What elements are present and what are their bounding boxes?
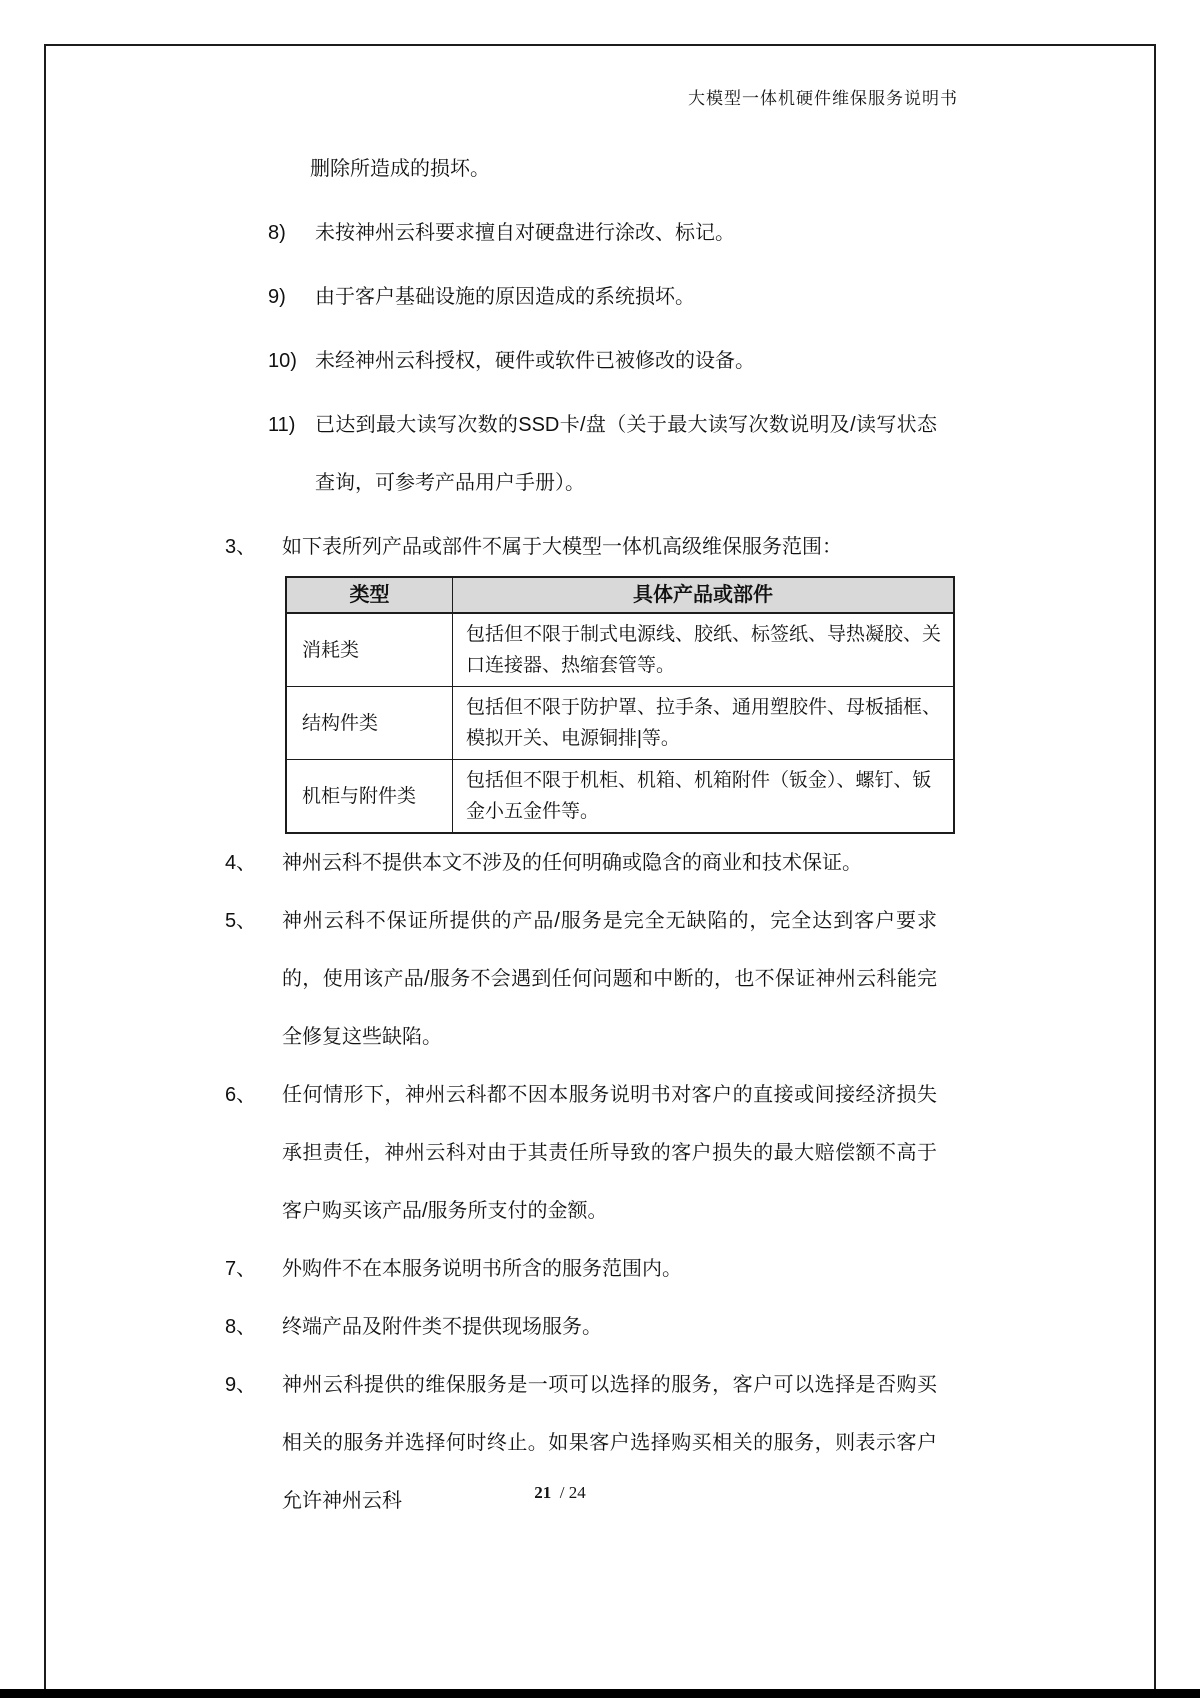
table-cell-type: 消耗类: [286, 613, 453, 687]
table-row: [286, 760, 954, 834]
list-item-number: 3、: [225, 536, 257, 558]
list-item-text: 终端产品及附件类不提供现场服务。: [282, 1316, 602, 1338]
continued-paragraph: 删除所造成的损坏。: [310, 158, 490, 180]
page-number-current: 21: [534, 1483, 552, 1502]
list-item: [225, 204, 937, 262]
list-item-number: 7、: [225, 1258, 257, 1280]
document-header-title: 大模型一体机硬件维保服务说明书: [688, 89, 958, 108]
page-number-total: 24: [568, 1483, 586, 1502]
list-item: [225, 1066, 937, 1240]
list-item-number: 10): [268, 350, 297, 372]
list-item-number: 8、: [225, 1316, 257, 1338]
table-cell-type: 机柜与附件类: [286, 760, 453, 834]
list-item: [225, 1356, 937, 1530]
list-item-text: 如下表所列产品或部件不属于大模型一体机高级维保服务范围：: [282, 536, 842, 558]
list-item-number: 9): [268, 286, 286, 308]
list-item-text: 神州云科不保证所提供的产品/服务是完全无缺陷的，完全达到客户要求的，使用该产品/服务不会遇到任何问题和中断的，也不保证神州云科能完全修复这些缺陷。: [282, 910, 937, 1048]
table-row: [286, 613, 954, 687]
list-item-number: 4、: [225, 852, 257, 874]
page-number-slash: /: [559, 1483, 565, 1502]
excluded-parts-table: [285, 576, 955, 834]
list-item-text: 未经神州云科授权，硬件或软件已被修改的设备。: [315, 350, 755, 372]
table-cell-type: 结构件类: [286, 687, 453, 760]
document-body: [225, 140, 942, 1530]
list-item: [225, 1240, 937, 1298]
list-item-text: 已达到最大读写次数的SSD卡/盘（关于最大读写次数说明及/读写状态查询，可参考产品用户手册）。: [315, 414, 937, 494]
list-item-number: 11): [268, 414, 296, 436]
list-item: [225, 834, 937, 892]
table-cell-detail: 包括但不限于机柜、机箱、机箱附件（钣金）、螺钉、钣金小五金件等。: [453, 760, 955, 834]
list-item: [225, 892, 937, 1066]
list-item: [225, 396, 937, 512]
list-item-number: 9、: [225, 1374, 257, 1396]
list-item-text: 外购件不在本服务说明书所含的服务范围内。: [282, 1258, 682, 1280]
table-header-type: 类型: [286, 577, 453, 613]
table-header-detail: 具体产品或部件: [453, 577, 955, 613]
list-item-number: 5、: [225, 910, 257, 932]
list-item-text: 由于客户基础设施的原因造成的系统损坏。: [315, 286, 695, 308]
list-item-text: 未按神州云科要求擅自对硬盘进行涂改、标记。: [315, 222, 735, 244]
list-item-number: 8): [268, 222, 286, 244]
list-item-number: 6、: [225, 1084, 257, 1106]
page-number: [0, 1483, 1120, 1503]
table-row: [286, 687, 954, 760]
scan-edge-bar: [0, 1689, 1200, 1698]
list-item-text: 神州云科提供的维保服务是一项可以选择的服务，客户可以选择是否购买相关的服务并选择何时终止。如果客户选择购买相关的服务，则表示客户允许神州云科: [282, 1374, 937, 1512]
list-item-text: 神州云科不提供本文不涉及的任何明确或隐含的商业和技术保证。: [282, 852, 862, 874]
list-item: [225, 268, 937, 326]
table-cell-detail: 包括但不限于防护罩、拉手条、通用塑胶件、母板插框、模拟开关、电源铜排|等。: [453, 687, 955, 760]
list-item: [225, 518, 937, 576]
list-item-text: 任何情形下，神州云科都不因本服务说明书对客户的直接或间接经济损失承担责任，神州云科对由于其责任所导致的客户损失的最大赔偿额不高于客户购买该产品/服务所支付的金额。: [282, 1084, 937, 1222]
table-header-row: [286, 577, 954, 613]
table-cell-detail: 包括但不限于制式电源线、胶纸、标签纸、导热凝胶、关口连接器、热缩套管等。: [453, 613, 955, 687]
list-item: [225, 1298, 937, 1356]
list-item: [225, 332, 937, 390]
